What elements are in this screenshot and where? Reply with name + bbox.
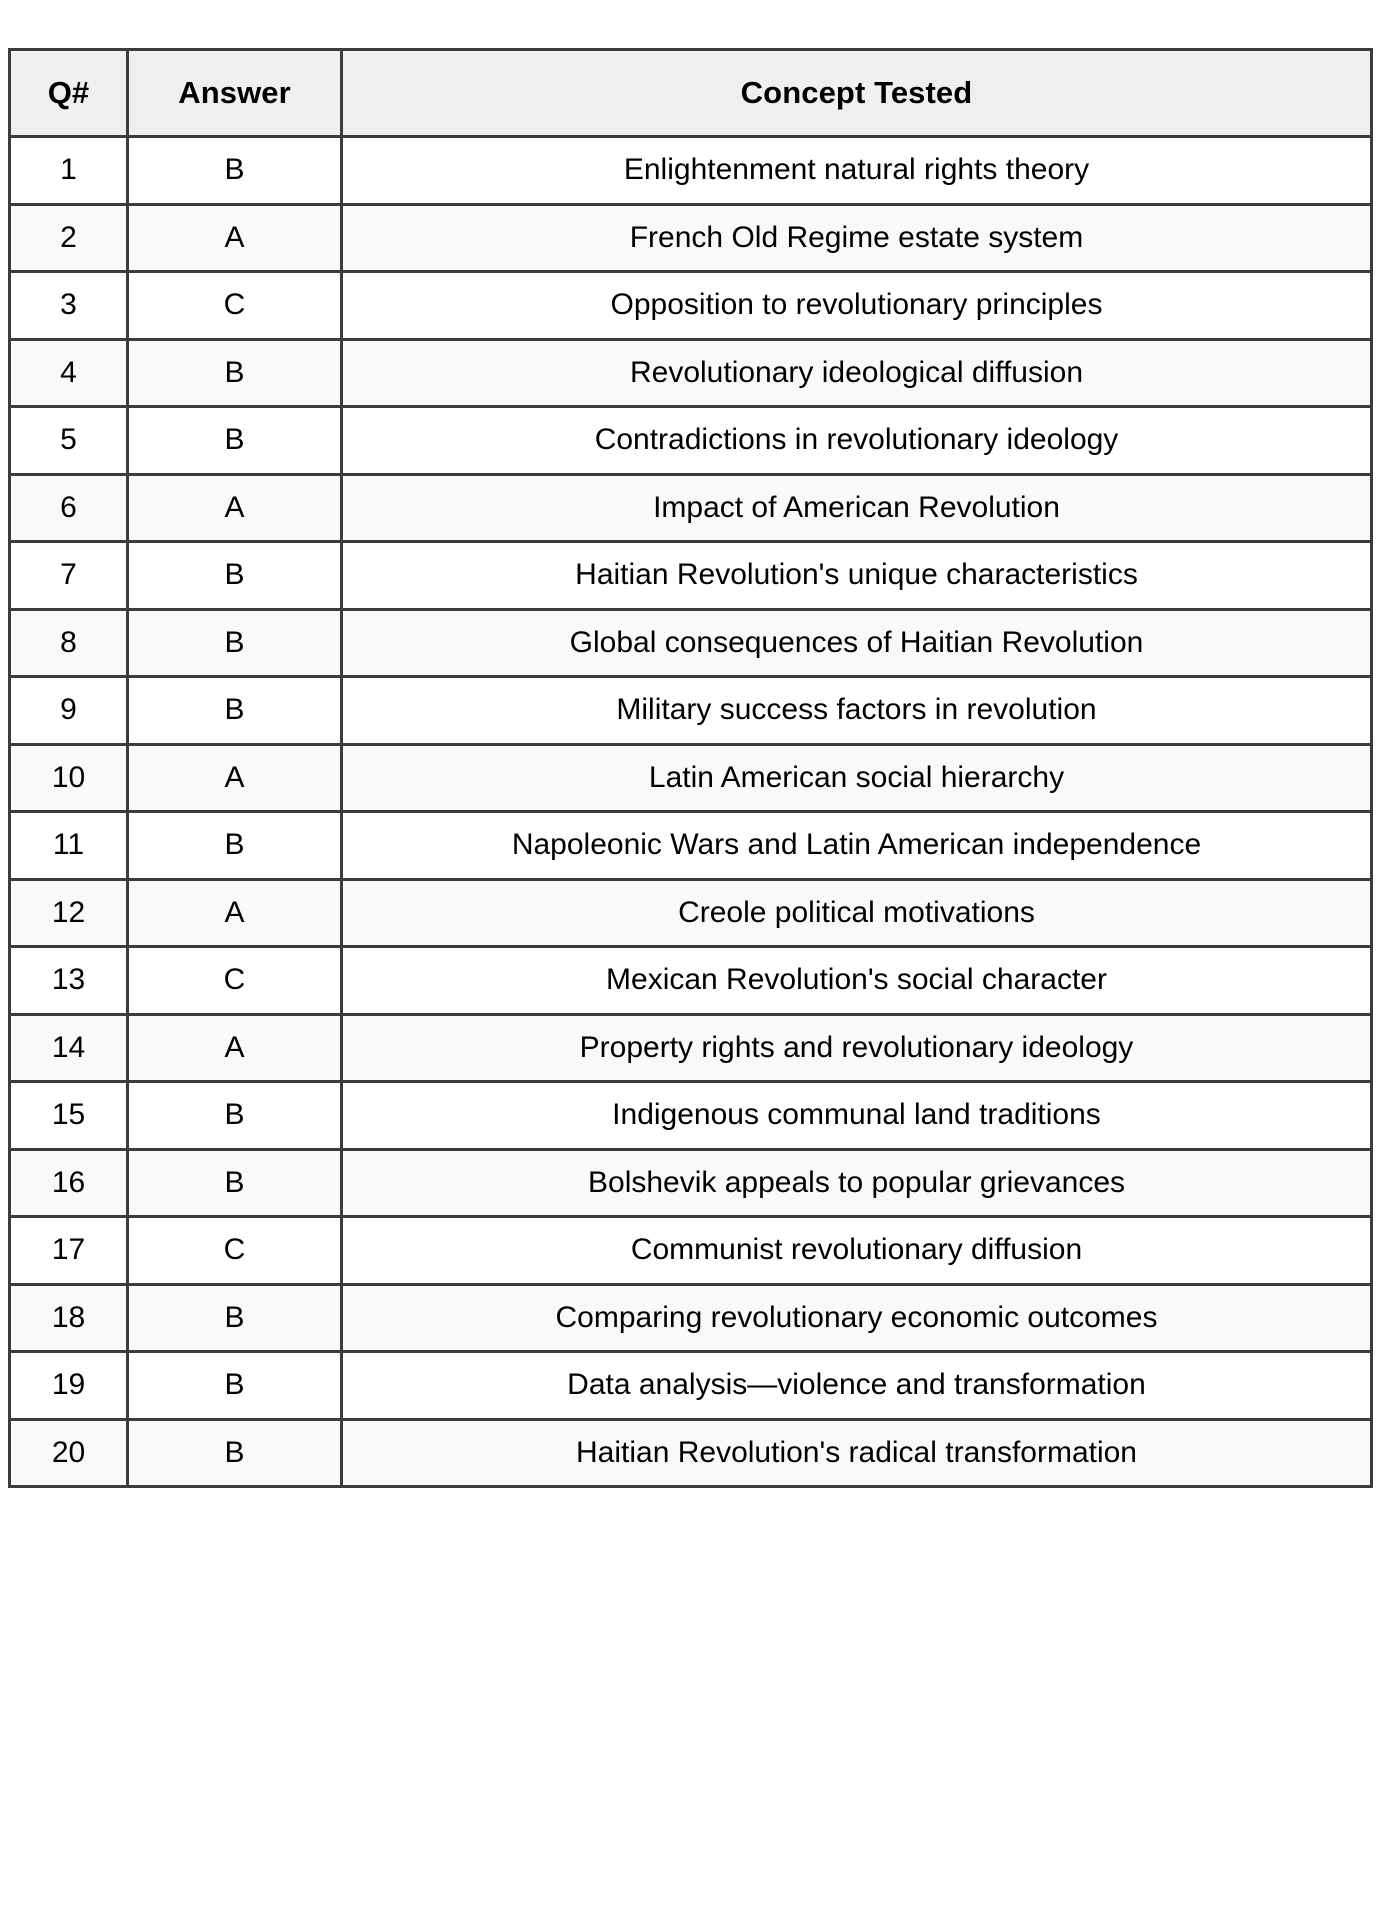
cell-answer: C — [128, 1217, 342, 1285]
cell-question-number: 1 — [10, 137, 128, 205]
cell-question-number: 18 — [10, 1284, 128, 1352]
cell-question-number: 6 — [10, 474, 128, 542]
cell-answer: C — [128, 272, 342, 340]
table-row — [10, 1284, 1372, 1352]
cell-concept-tested: Mexican Revolution's social character — [342, 947, 1372, 1015]
cell-concept-tested: Enlightenment natural rights theory — [342, 137, 1372, 205]
cell-question-number: 8 — [10, 609, 128, 677]
cell-concept-tested: Opposition to revolutionary principles — [342, 272, 1372, 340]
cell-question-number: 15 — [10, 1082, 128, 1150]
cell-answer: A — [128, 474, 342, 542]
cell-answer: B — [128, 542, 342, 610]
table-row — [10, 609, 1372, 677]
cell-answer: C — [128, 947, 342, 1015]
cell-concept-tested: Communist revolutionary diffusion — [342, 1217, 1372, 1285]
cell-answer: A — [128, 1014, 342, 1082]
cell-answer: B — [128, 1352, 342, 1420]
cell-answer: B — [128, 407, 342, 475]
cell-question-number: 5 — [10, 407, 128, 475]
cell-concept-tested: Comparing revolutionary economic outcomes — [342, 1284, 1372, 1352]
header-row — [10, 50, 1372, 137]
cell-question-number: 14 — [10, 1014, 128, 1082]
cell-concept-tested: Military success factors in revolution — [342, 677, 1372, 745]
cell-question-number: 16 — [10, 1149, 128, 1217]
table-row — [10, 272, 1372, 340]
cell-answer: B — [128, 1419, 342, 1487]
table-row — [10, 339, 1372, 407]
table-row — [10, 879, 1372, 947]
table-row — [10, 1419, 1372, 1487]
cell-question-number: 4 — [10, 339, 128, 407]
table-row — [10, 744, 1372, 812]
cell-question-number: 9 — [10, 677, 128, 745]
table-row — [10, 407, 1372, 475]
cell-concept-tested: Data analysis—violence and transformation — [342, 1352, 1372, 1420]
cell-concept-tested: Indigenous communal land traditions — [342, 1082, 1372, 1150]
column-header-concept-tested: Concept Tested — [342, 50, 1372, 137]
cell-answer: A — [128, 744, 342, 812]
table-row — [10, 1014, 1372, 1082]
table-row — [10, 1149, 1372, 1217]
table-row — [10, 137, 1372, 205]
cell-answer: A — [128, 204, 342, 272]
cell-answer: B — [128, 137, 342, 205]
cell-question-number: 17 — [10, 1217, 128, 1285]
table-row — [10, 1352, 1372, 1420]
cell-answer: B — [128, 1149, 342, 1217]
cell-concept-tested: French Old Regime estate system — [342, 204, 1372, 272]
table-row — [10, 812, 1372, 880]
cell-answer: A — [128, 879, 342, 947]
cell-answer: B — [128, 1082, 342, 1150]
cell-concept-tested: Haitian Revolution's radical transformation — [342, 1419, 1372, 1487]
cell-answer: B — [128, 1284, 342, 1352]
table-row — [10, 1082, 1372, 1150]
cell-question-number: 20 — [10, 1419, 128, 1487]
cell-concept-tested: Contradictions in revolutionary ideology — [342, 407, 1372, 475]
table-row — [10, 677, 1372, 745]
cell-concept-tested: Impact of American Revolution — [342, 474, 1372, 542]
cell-question-number: 10 — [10, 744, 128, 812]
cell-concept-tested: Revolutionary ideological diffusion — [342, 339, 1372, 407]
cell-question-number: 2 — [10, 204, 128, 272]
cell-concept-tested: Latin American social hierarchy — [342, 744, 1372, 812]
cell-question-number: 11 — [10, 812, 128, 880]
cell-concept-tested: Property rights and revolutionary ideology — [342, 1014, 1372, 1082]
cell-question-number: 13 — [10, 947, 128, 1015]
cell-question-number: 19 — [10, 1352, 128, 1420]
cell-answer: B — [128, 339, 342, 407]
cell-answer: B — [128, 609, 342, 677]
table-row — [10, 204, 1372, 272]
table-body — [10, 137, 1372, 1487]
table-header — [10, 50, 1372, 137]
cell-question-number: 7 — [10, 542, 128, 610]
cell-question-number: 3 — [10, 272, 128, 340]
cell-concept-tested: Napoleonic Wars and Latin American independence — [342, 812, 1372, 880]
column-header-answer: Answer — [128, 50, 342, 137]
column-header-question-number: Q# — [10, 50, 128, 137]
cell-concept-tested: Bolshevik appeals to popular grievances — [342, 1149, 1372, 1217]
cell-question-number: 12 — [10, 879, 128, 947]
table-row — [10, 474, 1372, 542]
cell-concept-tested: Global consequences of Haitian Revolution — [342, 609, 1372, 677]
cell-answer: B — [128, 812, 342, 880]
cell-concept-tested: Creole political motivations — [342, 879, 1372, 947]
table-row — [10, 1217, 1372, 1285]
cell-concept-tested: Haitian Revolution's unique characteristics — [342, 542, 1372, 610]
cell-answer: B — [128, 677, 342, 745]
answer-key-table — [8, 48, 1373, 1488]
table-row — [10, 947, 1372, 1015]
table-row — [10, 542, 1372, 610]
